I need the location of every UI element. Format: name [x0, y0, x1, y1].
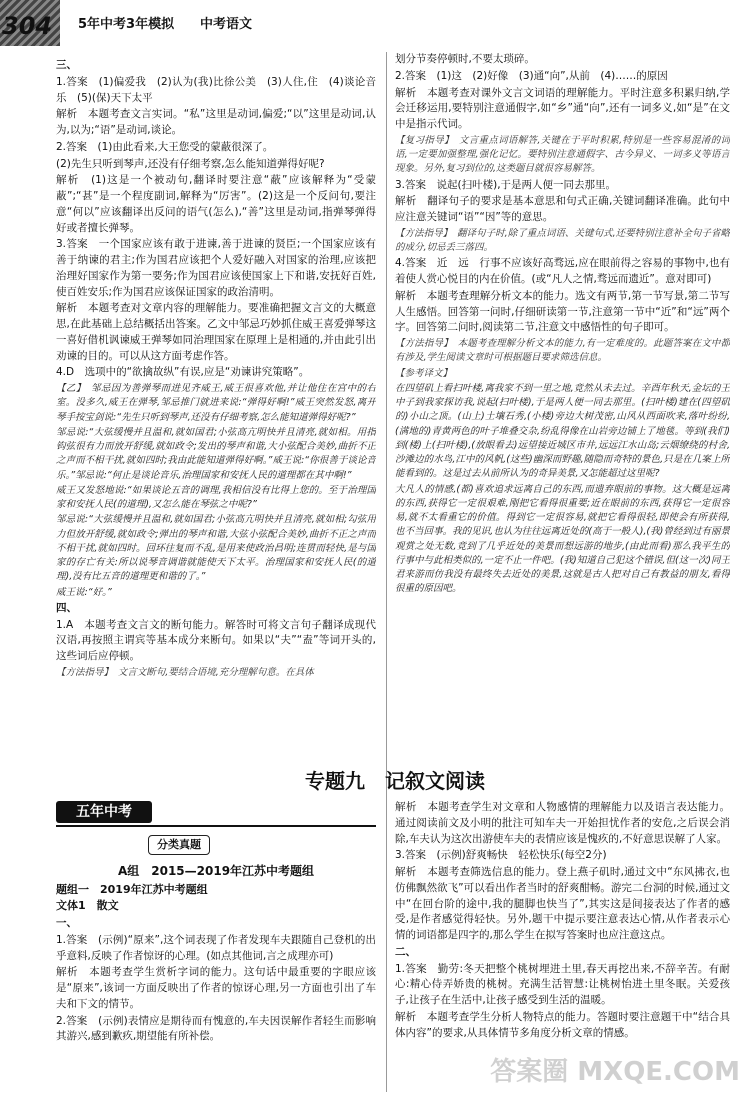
right-bottom-paragraph: 解析 本题考查学生分析人物特点的能力。答题时要注意题干中“结合具体内容”的要求,从具体情节多角度分析文章的情感。 — [395, 1010, 730, 1039]
right-bottom-paragraph: 3.答案 (示例)舒爽畅快 轻松快乐(每空2分) — [395, 849, 607, 862]
right-top-paragraph: 解析 本题考查对课外文言文词语的理解能力。平时注意多积累归纳,学会迁移运用,要特别注意通假字,如“乡”通“向”,还有一词多义,如“是”在文中是指示代词。 — [395, 86, 730, 130]
left-column-top — [56, 58, 376, 758]
left-top-paragraph: 【乙】 邹忌因为善弹琴而进见齐威王,威王很喜欢他,并让他住在宫中的右室。没多久,威王在弹琴,邹忌推门就进来说:“弹得好啊!”威王突然发怒,离开琴手按宝剑说:“先生只听到琴声,还没有仔细考察,怎么能知道弹得好呢?” — [56, 383, 376, 423]
category-label: 分类真题 — [148, 835, 210, 855]
right-top-paragraph: 2.答案 (1)这 (2)好像 (3)通“向”,从前 (4)……的原因 — [395, 69, 668, 82]
right-column-bottom — [395, 800, 730, 1095]
right-top-paragraph: 3.答案 说起(扫叶楼),于是两人便一同去那里。 — [395, 178, 617, 191]
page-header — [0, 0, 750, 46]
book-series: 5年中考3年模拟 — [78, 17, 175, 32]
right-column-top — [395, 52, 730, 760]
right-top-paragraph: 【复习指导】 文言重点词语解答,关键在于平时积累,特别是一些容易混淆的词语,一定要加强整理,强化记忆。要特别注意通假字、古今异义、一词多义等语言现象。另外,复习到位的,这类题目就很容易解答。 — [395, 134, 730, 175]
left-top-paragraph: 威王说:“好。” — [56, 586, 112, 598]
five-year-banner: 五年中考 — [56, 801, 152, 823]
left-bottom-paragraph: 1.答案 (示例)“原来”,这个词表现了作者发现车夫跟随自己登机的出乎意料,反映了作者惊讶的心理。(如点其他词,言之成理亦可) — [56, 933, 376, 962]
book-subject: 中考语文 — [200, 17, 253, 32]
right-top-paragraph: 【参考译文】 — [395, 367, 453, 379]
topic-group: 题组一 2019年江苏中考题组 — [56, 883, 208, 896]
left-top-paragraph: 威王又发怒地说:“如果谈论五音的调理,我相信没有比得上您的。至于治理国家和安抚人民(的道理),又怎么能在琴弦之中呢?” — [56, 484, 376, 510]
left-top-paragraph: 4.D 选项中的“欲擒故纵”有误,应是“劝谏讲究策略”。 — [56, 366, 310, 379]
left-top-paragraph: 3.答案 一个国家应该有敢于进谏,善于进谏的贤臣;一个国家应该有善于纳谏的君主;作为国君应该把个人爱好融入对国家的治理,应该把治理好国家作为第一要务;作为国君应该使国家上下和谐,安抚好百姓,使百姓安乐;作为国君应该保证国家的政治清明。 — [56, 238, 376, 298]
left-top-paragraph: 1.A 本题考查文言文的断句能力。解答时可将文言句子翻译成现代汉语,再按照主谓宾等基本成分来断句。如果以“夫”“盍”等词开头的,这些词后应停顿。 — [56, 618, 376, 662]
left-top-paragraph: 【方法指导】 文言文断句,要结合语境,充分理解句意。在具体 — [56, 666, 314, 678]
right-top-paragraph: 【方法指导】 本题考查理解分析文本的能力,有一定难度的。此题答案在文中都有涉及,学生阅读文章时可根据题目要求筛选信息。 — [395, 338, 730, 364]
right-bottom-paragraph: 二、 — [395, 945, 416, 958]
banner-rule — [56, 825, 376, 827]
page-number: 304 — [2, 12, 53, 40]
left-bottom-paragraph: 2.答案 (示例)表情应是期待而有愧意的,车夫因误解作者轻生而影响其游兴,感到歉疚,期望能有所补偿。 — [56, 1014, 376, 1043]
watermark: 答案圈 MXQE.COM — [490, 1057, 740, 1087]
left-top-paragraph: 解析 (1)这是一个被动句,翻译时要注意“蔽”应该解释为“受蒙蔽”;“甚”是一个程度副词,解释为“厉害”。(2)这是一个反问句,要注意“何以”应该翻译出反问的语气(怎么),“善”这里是动词,指弹琴弹得好或者擅长弹琴。 — [56, 174, 376, 234]
left-top-paragraph: 解析 本题考查文言实词。“私”这里是动词,偏爱;“以”这里是动词,认为,以为;“语”是动词,谈论。 — [56, 108, 376, 136]
left-top-paragraph: (2)先生只听到琴声,还没有仔细考察,怎么能知道弹得好呢? — [56, 157, 325, 170]
right-top-paragraph: 划分节奏停顿时,不要太琐碎。 — [395, 53, 535, 65]
left-top-paragraph: 邹忌说:“大弦缓慢并且温和,就如国君;小弦高亢明快并且清亮,就如相。用指钩弦很有力而放开舒缓,就如政令;发出的琴声和谐,大小弦配合美妙,曲折不正之声而不相干扰,就如四时;我由此能知道弹得好啊。”威王说:“你很善于谈论音乐。”邹忌说:“何止是谈论音乐,治理国家和安抚人民的道理都在其中啊!” — [56, 426, 376, 481]
right-bottom-paragraph: 1.答案 勤劳:冬天把整个桃树埋进土里,春天再挖出来,不辞辛苦。有耐心:精心侍弄娇贵的桃树。充满生活智慧:让桃树怡进土里冬眠。关爱孩子,让孩子在生活中,让孩子感受到生活的温暖。 — [395, 962, 730, 1006]
left-column-bottom — [56, 916, 376, 1096]
column-divider — [386, 52, 387, 1092]
group-title: A组 2015—2019年江苏中考题组 — [117, 864, 315, 878]
left-bottom-paragraph: 一、 — [56, 917, 77, 929]
right-bottom-paragraph: 解析 本题考查学生对文章和人物感情的理解能力以及语言表达能力。通过阅读前文及小明的批注可知车夫一开始担忧作者的安危,之后误会消除,车夫认为这次出游使车夫的表情应该是愧疚的,不好意思误解了人家。 — [395, 801, 730, 845]
text-label: 文体1 散文 — [56, 899, 119, 912]
right-top-paragraph: 【方法指导】 翻译句子时,除了重点词语、关键句式,还要特别注意补全句子省略的成分,切忌丢三落四。 — [395, 227, 730, 253]
right-top-paragraph: 解析 翻译句子的要求是基本意思和句式正确,关键词翻译准确。此句中应注意关键词“语”“因”等的意思。 — [395, 195, 730, 223]
left-top-paragraph: 三、 — [56, 59, 77, 71]
left-top-paragraph: 四、 — [56, 601, 77, 614]
left-top-paragraph: 邹忌说:“大弦缓慢并且温和,就如国君;小弦高亢明快并且清亮,就如相;勾弦用力但放开舒缓,就如政令;弹出的琴声和谐,大弦小弦配合美妙,曲折不正之声而不相干扰,就如四时。回环往复而不乱,是用来使政治昌明;连贯而轻快,是与国家的存亡有关:所以说琴音调谐就能使天下太平。治理国家和安抚人民(的道理),没有比五音的道理更和谐的了。” — [56, 514, 376, 583]
left-top-paragraph: 1.答案 (1)偏爱我 (2)认为(我)比徐公美 (3)人住,住 (4)谈论音乐 (5)(保)天下太平 — [56, 75, 376, 104]
left-bottom-paragraph: 解析 本题考查学生赏析字词的能力。这句话中最重要的字眼应该是“原来”,该词一方面反映出了作者的惊讶心理,另一方面也引出了车夫和下文的情节。 — [56, 966, 376, 1010]
right-top-paragraph: 解析 本题考查理解分析文本的能力。选文有两节,第一节写景,第二节写人生感悟。回答第一问时,仔细研读第一节,注意第一节中“近”和“远”两个字。回答第二问时,阅读第二节,注意文中感悟性的句子即可。 — [395, 289, 730, 334]
right-top-paragraph: 大凡人的情感,(都)喜欢追求远离自己的东西,而遗弃眼前的事物。这大概是远离的东西,获得它一定很艰难,刚把它看得很重要;近在眼前的东西,获得它一定很容易,就不太看重它的价值。得到它一定很容易,就把它看得很轻,即使会有所获得,也不当回事。我的见识,也认为往往远离近处的(高于一般人),(我)曾经到过有丽景观赏之处无数,竟到了几乎近处的美景而想远游的地步,(由此而看)那么我平生的行事中与此相类似的,一定不止一件吧。(我)知道自己犯这个错误,但(这一次)同王君来游而仿我没有最终失去近处的美景,这就是古人把对自己有教益的朋友,看得很重的原因吧。 — [395, 483, 730, 595]
right-bottom-paragraph: 解析 本题考查筛选信息的能力。登上燕子矶时,通过文中“东风拂衣,也仿佛飘然欲飞”可以看出作者当时的舒爽酣畅。游完二台洞的时候,通过文中“在回台阶的途中,我的腿脚也快当了”,其实这是间接表达了作者的感受,是作者感觉得轻快。另外,题干中提示要注意表达心情,从作者表示心情的词语都是四字的,那么学生在拟写答案时也应注意这点。 — [395, 866, 730, 941]
left-top-paragraph: 解析 本题考查对文章内容的理解能力。要准确把握文言文的大概意思,在此基础上总结概括出答案。乙文中邹忌巧妙抓住威王喜爱弹琴这一喜好借机讽谏威王弹琴如同治理国家在原理上是相通的,并由此引出劝谏的目的。可以从这方面考虑作答。 — [56, 302, 376, 362]
left-top-paragraph: 2.答案 (1)由此看来,大王您受的蒙蔽很深了。 — [56, 140, 274, 153]
right-top-paragraph: 在四望矶上看扫叶楼,离我家不到一里之地,竟然从未去过。辛酉年秋天,金坛的王中子到我家探访我,说起(扫叶楼),于是两人便一同去那里。(扫叶楼)建在(四望矶的)小山之顶。(山上)土壤石秀,(小楼)旁边大树茂密,山风从西面吹来,落叶纷纷,(满地的)青黄两色的叶子堆叠交杂,纷乱得像在山岩旁边铺上了地毯。等到(我们)到(楼)上(扫叶楼),(放眼看去)远望接近城区市井,远远江水山岛;云烟缭绕的村舍,沙滩边的水鸟,江中的风帆,(这些)幽深而野趣,随隐而奇特的景色,只是在几案上所能看到的。这是过去从前所认为的奇异美景,又怎能超过这里呢? — [395, 382, 730, 480]
topic-title: 专题九 记叙文阅读 — [305, 769, 485, 793]
right-top-paragraph: 4.答案 近 远 行事不应该好高骛远,应在眼前得之容易的事物中,也有着使人赏心悦目的内在价值。(或“凡人之情,骛远而遗近”。意对即可) — [395, 257, 730, 285]
